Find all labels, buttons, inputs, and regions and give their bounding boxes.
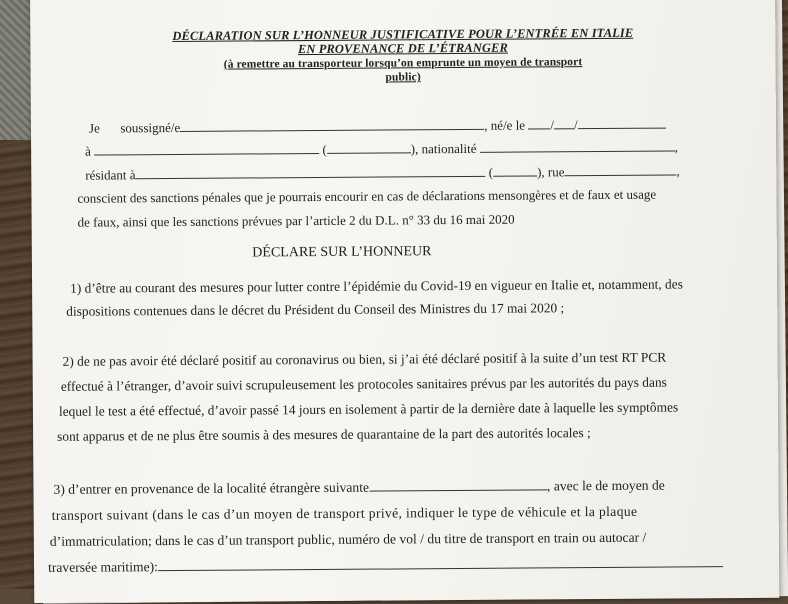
declare-heading: DÉCLARE SUR L’HONNEUR xyxy=(252,244,432,261)
origin-locality-field[interactable] xyxy=(369,479,547,491)
birth-date-label: , né/e le xyxy=(484,117,526,133)
item-1-line-1: 1) d’être au courant des mesures pour lutter contre l’épidémie du Covid-19 en vigueur en Italie et, notamment, des xyxy=(70,276,683,296)
item-1-line-2: dispositions contenues dans le décret du Président du Conseil des Ministres du 17 mai 2020 ; xyxy=(66,300,565,319)
item-2-line-4: sont apparus et de ne plus être soumis à des mesures de quarantaine de la part des autorités locales ; xyxy=(57,425,591,444)
form-subtitle-line-1: (à remettre au transporteur lorsqu’on emprunte un moyen de transport xyxy=(223,56,583,71)
residence-label: résidant à xyxy=(85,167,136,183)
item-3-line-3: d’immatriculation; dans le cas d’un transport public, numéro de vol / du titre de transport en train ou autocar / xyxy=(49,529,647,549)
birthplace-label: à xyxy=(85,143,91,159)
item-3-line-4 xyxy=(48,555,723,576)
street-label: ), rue xyxy=(537,164,565,180)
item-2-line-2: effectué à l’étranger, d’avoir suivi scrupuleusement les protocoles sanitaires prévus par les autorités du pays dans xyxy=(60,374,667,394)
nationality-label: ), nationalité xyxy=(410,140,477,157)
birth-province-field[interactable] xyxy=(327,142,411,154)
residence-field[interactable] xyxy=(135,166,485,179)
item-3-line-2: transport suivant (dans le cas d’un moyen de transport privé, indiquer le type de véhicule et la plaque xyxy=(51,503,638,523)
paren-open-2: ( xyxy=(488,164,494,180)
declaration-form-sheet xyxy=(30,0,779,603)
nationality-field[interactable] xyxy=(480,141,675,153)
conscient-line-2: de faux, ainsi que les sanctions prévues par l’article 2 du D.L. n° 33 du 16 mai 2020 xyxy=(77,211,515,230)
name-line: Je soussigné/e , né/e le / / xyxy=(89,117,666,137)
street-field[interactable] xyxy=(564,164,676,176)
item-3-line-1-end: , avec le de moyen de xyxy=(546,477,665,494)
conscient-line-1: conscient des sanctions pénales que je pourrais encourir en cas de déclarations mensongères et de faux et usage xyxy=(77,186,657,206)
item-2-line-3: lequel le test a été effectué, d’avoir passé 14 jours en isolement à partir de la dernière date à laquelle les symptômes xyxy=(58,399,679,419)
comma-1: , xyxy=(674,139,679,155)
name-field[interactable] xyxy=(180,119,484,132)
birthplace-field[interactable] xyxy=(94,143,319,156)
form-title-line-1: DÉCLARATION SUR L’HONNEUR JUSTIFICATIVE POUR L’ENTRÉE EN ITALIE xyxy=(172,25,634,44)
item-2-line-1: 2) de ne pas avoir été déclaré positif au coronavirus ou bien, si j’ai été déclaré positif à la suite d’un test RT PCR xyxy=(62,349,667,369)
birth-day-field[interactable] xyxy=(528,118,550,129)
paren-open-1: ( xyxy=(322,141,327,157)
item-3-line-4-label: traversée maritime): xyxy=(47,559,158,575)
item-3-line-1-start: 3) d’entrer en provenance de la localité étrangère suivante xyxy=(53,479,370,497)
comma-2: , xyxy=(676,163,680,179)
form-subtitle-line-2: public) xyxy=(385,71,421,84)
soussigne-label: soussigné/e xyxy=(120,119,181,136)
birthplace-line xyxy=(85,139,678,159)
item-3-line-1 xyxy=(53,478,664,498)
je-label: Je xyxy=(88,120,100,136)
residence-line xyxy=(85,163,680,183)
birth-month-field[interactable] xyxy=(554,118,574,129)
form-title-line-2: EN PROVENANCE DE L’ÉTRANGER xyxy=(297,40,508,57)
transport-details-field[interactable] xyxy=(158,556,723,571)
birth-year-field[interactable] xyxy=(578,118,666,130)
residence-province-field[interactable] xyxy=(493,165,537,176)
